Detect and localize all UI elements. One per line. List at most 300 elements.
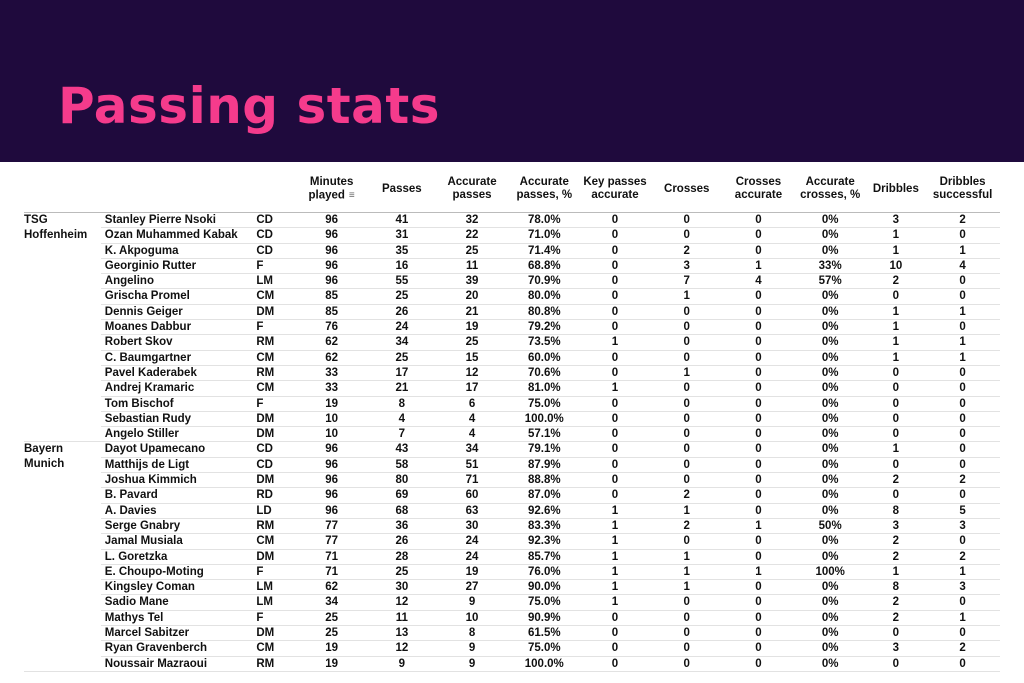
- player-name: Sadio Mane: [101, 595, 253, 610]
- player-name: Stanley Pierre Nsoki: [101, 213, 253, 228]
- column-header-crosses-accurate[interactable]: Crosses accurate: [723, 166, 794, 213]
- stat-cell: 0%: [794, 442, 867, 457]
- stat-cell: 8: [435, 626, 509, 641]
- stat-cell: 96: [295, 488, 369, 503]
- passing-stats-table: [24, 166, 1000, 672]
- player-position: RM: [252, 518, 294, 533]
- player-name: Moanes Dabbur: [101, 320, 253, 335]
- player-position: RM: [252, 335, 294, 350]
- player-name: A. Davies: [101, 503, 253, 518]
- stat-cell: 0: [925, 427, 1000, 442]
- stat-cell: 0%: [794, 228, 867, 243]
- stat-cell: 34: [369, 335, 436, 350]
- stat-cell: 0: [650, 381, 723, 396]
- stat-cell: 1: [723, 518, 794, 533]
- stat-cell: 0: [650, 427, 723, 442]
- player-name: Jamal Musiala: [101, 534, 253, 549]
- stat-cell: 0: [925, 656, 1000, 671]
- table-row: [24, 534, 1000, 549]
- stat-cell: 0: [580, 427, 651, 442]
- player-position: CM: [252, 381, 294, 396]
- stat-cell: 25: [435, 335, 509, 350]
- table-row: [24, 258, 1000, 273]
- player-position: CD: [252, 228, 294, 243]
- player-name: Tom Bischof: [101, 396, 253, 411]
- stat-cell: 92.3%: [509, 534, 580, 549]
- player-position: RM: [252, 656, 294, 671]
- stat-cell: 76: [295, 320, 369, 335]
- stat-cell: 100%: [794, 564, 867, 579]
- stat-cell: 79.2%: [509, 320, 580, 335]
- stat-cell: 55: [369, 274, 436, 289]
- stat-cell: 87.9%: [509, 457, 580, 472]
- stat-cell: 0%: [794, 381, 867, 396]
- stat-cell: 0%: [794, 289, 867, 304]
- stat-cell: 87.0%: [509, 488, 580, 503]
- stat-cell: 57%: [794, 274, 867, 289]
- stat-cell: 68.8%: [509, 258, 580, 273]
- stat-cell: 0%: [794, 534, 867, 549]
- stat-cell: 100.0%: [509, 411, 580, 426]
- stat-cell: 22: [435, 228, 509, 243]
- stat-cell: 78.0%: [509, 213, 580, 228]
- stat-cell: 0%: [794, 396, 867, 411]
- stat-cell: 79.1%: [509, 442, 580, 457]
- stat-cell: 11: [435, 258, 509, 273]
- stat-cell: 0: [650, 610, 723, 625]
- stat-cell: 0%: [794, 549, 867, 564]
- stat-cell: 0: [650, 228, 723, 243]
- stat-cell: 1: [580, 549, 651, 564]
- stat-cell: 1: [580, 595, 651, 610]
- player-position: CD: [252, 442, 294, 457]
- player-position: DM: [252, 427, 294, 442]
- player-position: RD: [252, 488, 294, 503]
- player-name: E. Choupo-Moting: [101, 564, 253, 579]
- player-name: Angelino: [101, 274, 253, 289]
- stat-cell: 0: [580, 320, 651, 335]
- stat-cell: 2: [867, 534, 926, 549]
- stat-cell: 0: [925, 365, 1000, 380]
- stat-cell: 76.0%: [509, 564, 580, 579]
- table-row: [24, 442, 1000, 457]
- stat-cell: 20: [435, 289, 509, 304]
- title-banner: [0, 0, 1024, 162]
- stat-cell: 0%: [794, 365, 867, 380]
- stat-cell: 0: [723, 534, 794, 549]
- table-row: [24, 335, 1000, 350]
- stat-cell: 41: [369, 213, 436, 228]
- stat-cell: 75.0%: [509, 595, 580, 610]
- column-header-accurate-passes-pct[interactable]: Accurate passes, %: [509, 166, 580, 213]
- stat-cell: 0: [650, 626, 723, 641]
- stat-cell: 1: [867, 335, 926, 350]
- stat-cell: 80: [369, 473, 436, 488]
- table-row: [24, 564, 1000, 579]
- column-header-label: Minutes played: [308, 175, 354, 202]
- stat-cell: 3: [867, 213, 926, 228]
- stat-cell: 16: [369, 258, 436, 273]
- column-header-dribbles-successful[interactable]: Dribbles successful: [925, 166, 1000, 213]
- table-row: [24, 656, 1000, 671]
- column-header-dribbles[interactable]: Dribbles: [867, 166, 926, 213]
- table-row: [24, 503, 1000, 518]
- stat-cell: 0%: [794, 488, 867, 503]
- stat-cell: 0: [580, 289, 651, 304]
- table-row: [24, 457, 1000, 472]
- stat-cell: 34: [435, 442, 509, 457]
- stat-cell: 0: [723, 365, 794, 380]
- player-position: DM: [252, 473, 294, 488]
- stat-cell: 0: [723, 350, 794, 365]
- stat-cell: 0: [867, 656, 926, 671]
- stat-cell: 0: [723, 457, 794, 472]
- stat-cell: 0: [580, 304, 651, 319]
- stat-cell: 25: [369, 564, 436, 579]
- stat-cell: 0: [650, 641, 723, 656]
- stat-cell: 63: [435, 503, 509, 518]
- stat-cell: 36: [369, 518, 436, 533]
- player-name: Dayot Upamecano: [101, 442, 253, 457]
- player-name: Matthijs de Ligt: [101, 457, 253, 472]
- player-position: CD: [252, 243, 294, 258]
- table-row: [24, 411, 1000, 426]
- player-name: Robert Skov: [101, 335, 253, 350]
- stat-cell: 0: [723, 381, 794, 396]
- table-row: [24, 243, 1000, 258]
- stat-cell: 2: [867, 595, 926, 610]
- sort-icon[interactable]: ≡: [348, 189, 355, 201]
- stat-cell: 6: [435, 396, 509, 411]
- stat-cell: 0: [867, 457, 926, 472]
- player-name: Grischa Promel: [101, 289, 253, 304]
- stat-cell: 0: [723, 304, 794, 319]
- stat-cell: 1: [580, 503, 651, 518]
- column-header-crosses[interactable]: Crosses: [650, 166, 723, 213]
- stat-cell: 26: [369, 304, 436, 319]
- table-row: [24, 228, 1000, 243]
- stat-cell: 0: [723, 411, 794, 426]
- page-title: Passing stats: [58, 77, 441, 135]
- stat-cell: 33: [295, 381, 369, 396]
- stat-cell: 0: [723, 396, 794, 411]
- stat-cell: 25: [435, 243, 509, 258]
- stat-cell: 3: [650, 258, 723, 273]
- stat-cell: 12: [369, 641, 436, 656]
- stat-cell: 1: [650, 580, 723, 595]
- stat-cell: 4: [369, 411, 436, 426]
- table-row: [24, 549, 1000, 564]
- player-name: Serge Gnabry: [101, 518, 253, 533]
- stat-cell: 1: [925, 610, 1000, 625]
- player-name: Ryan Gravenberch: [101, 641, 253, 656]
- stat-cell: 24: [435, 534, 509, 549]
- stat-cell: 96: [295, 503, 369, 518]
- stat-cell: 80.8%: [509, 304, 580, 319]
- stat-cell: 3: [925, 580, 1000, 595]
- stat-cell: 30: [435, 518, 509, 533]
- stat-cell: 30: [369, 580, 436, 595]
- stat-cell: 0: [925, 595, 1000, 610]
- stat-cell: 0: [580, 274, 651, 289]
- stat-cell: 58: [369, 457, 436, 472]
- stat-cell: 2: [925, 549, 1000, 564]
- stat-cell: 10: [435, 610, 509, 625]
- stat-cell: 0: [580, 365, 651, 380]
- stat-cell: 21: [435, 304, 509, 319]
- stat-cell: 9: [435, 641, 509, 656]
- stat-cell: 17: [369, 365, 436, 380]
- table-row: [24, 350, 1000, 365]
- stat-cell: 1: [723, 258, 794, 273]
- stat-cell: 1: [867, 228, 926, 243]
- stat-cell: 100.0%: [509, 656, 580, 671]
- stat-cell: 0%: [794, 656, 867, 671]
- player-position: F: [252, 564, 294, 579]
- table-row: [24, 473, 1000, 488]
- stat-cell: 28: [369, 549, 436, 564]
- stat-cell: 0: [580, 457, 651, 472]
- player-name: K. Akpoguma: [101, 243, 253, 258]
- column-header-passes[interactable]: Passes: [369, 166, 436, 213]
- table-row: [24, 580, 1000, 595]
- stat-cell: 1: [925, 335, 1000, 350]
- stat-cell: 0: [723, 442, 794, 457]
- stat-cell: 19: [295, 656, 369, 671]
- stat-cell: 0%: [794, 610, 867, 625]
- player-position: CD: [252, 213, 294, 228]
- stat-cell: 1: [867, 442, 926, 457]
- stat-cell: 0: [723, 243, 794, 258]
- stat-cell: 0: [925, 488, 1000, 503]
- stat-cell: 0: [925, 320, 1000, 335]
- stat-cell: 57.1%: [509, 427, 580, 442]
- stat-cell: 62: [295, 335, 369, 350]
- stat-cell: 10: [295, 411, 369, 426]
- stat-cell: 69: [369, 488, 436, 503]
- stat-cell: 33: [295, 365, 369, 380]
- player-position: LM: [252, 580, 294, 595]
- stat-cell: 0: [650, 304, 723, 319]
- stat-cell: 1: [580, 564, 651, 579]
- stat-cell: 60: [435, 488, 509, 503]
- table-row: [24, 289, 1000, 304]
- stat-cell: 8: [867, 503, 926, 518]
- stat-cell: 2: [650, 518, 723, 533]
- stat-cell: 0: [867, 396, 926, 411]
- stat-cell: 0: [580, 396, 651, 411]
- column-header-accurate-crosses-pct[interactable]: Accurate crosses, %: [794, 166, 867, 213]
- stat-cell: 0: [867, 626, 926, 641]
- stat-cell: 0%: [794, 457, 867, 472]
- stat-cell: 8: [369, 396, 436, 411]
- stat-cell: 0: [723, 335, 794, 350]
- stat-cell: 1: [867, 350, 926, 365]
- stat-cell: 7: [369, 427, 436, 442]
- stat-cell: 25: [295, 626, 369, 641]
- table-row: [24, 518, 1000, 533]
- stat-cell: 32: [435, 213, 509, 228]
- stat-cell: 12: [435, 365, 509, 380]
- stat-cell: 10: [295, 427, 369, 442]
- table-header-row: [24, 166, 1000, 213]
- stat-cell: 71: [435, 473, 509, 488]
- stat-cell: 0%: [794, 427, 867, 442]
- stat-cell: 0: [925, 442, 1000, 457]
- table-row: [24, 396, 1000, 411]
- stat-cell: 0: [580, 213, 651, 228]
- stat-cell: 0%: [794, 641, 867, 656]
- stat-cell: 0%: [794, 350, 867, 365]
- stat-cell: 90.9%: [509, 610, 580, 625]
- stat-cell: 0: [723, 595, 794, 610]
- stat-cell: 0: [925, 289, 1000, 304]
- stat-cell: 1: [650, 549, 723, 564]
- stat-cell: 1: [723, 564, 794, 579]
- stat-cell: 2: [925, 473, 1000, 488]
- player-position: CM: [252, 350, 294, 365]
- stat-cell: 62: [295, 580, 369, 595]
- stat-cell: 19: [435, 320, 509, 335]
- stat-cell: 71.0%: [509, 228, 580, 243]
- stat-cell: 1: [925, 243, 1000, 258]
- stat-cell: 0: [723, 626, 794, 641]
- stat-cell: 0%: [794, 411, 867, 426]
- player-column-header: [101, 166, 253, 213]
- column-header-accurate-passes[interactable]: Accurate passes: [435, 166, 509, 213]
- stat-cell: 96: [295, 228, 369, 243]
- player-position: F: [252, 320, 294, 335]
- stat-cell: 0: [580, 350, 651, 365]
- stat-cell: 1: [650, 503, 723, 518]
- stat-cell: 33%: [794, 258, 867, 273]
- player-name: L. Goretzka: [101, 549, 253, 564]
- stat-cell: 1: [867, 304, 926, 319]
- stat-cell: 0: [867, 427, 926, 442]
- player-position: CM: [252, 641, 294, 656]
- stat-cell: 13: [369, 626, 436, 641]
- stat-cell: 96: [295, 243, 369, 258]
- stat-cell: 25: [295, 610, 369, 625]
- stat-cell: 0: [723, 610, 794, 625]
- stat-cell: 0: [723, 641, 794, 656]
- stat-cell: 71: [295, 564, 369, 579]
- stat-cell: 70.9%: [509, 274, 580, 289]
- stat-cell: 19: [295, 641, 369, 656]
- column-header-minutes-played[interactable]: [295, 166, 369, 213]
- stat-cell: 68: [369, 503, 436, 518]
- stat-cell: 3: [867, 518, 926, 533]
- stat-cell: 96: [295, 473, 369, 488]
- stat-cell: 27: [435, 580, 509, 595]
- stat-cell: 39: [435, 274, 509, 289]
- stat-cell: 73.5%: [509, 335, 580, 350]
- stat-cell: 4: [723, 274, 794, 289]
- stat-cell: 2: [925, 641, 1000, 656]
- stat-cell: 0: [580, 473, 651, 488]
- stat-cell: 0: [580, 243, 651, 258]
- player-position: DM: [252, 304, 294, 319]
- stat-cell: 0: [925, 411, 1000, 426]
- stat-cell: 0: [723, 656, 794, 671]
- stat-cell: 0: [650, 320, 723, 335]
- player-name: Pavel Kaderabek: [101, 365, 253, 380]
- stat-cell: 7: [650, 274, 723, 289]
- table-row: [24, 320, 1000, 335]
- stat-cell: 4: [435, 411, 509, 426]
- player-name: Noussair Mazraoui: [101, 656, 253, 671]
- stat-cell: 25: [369, 289, 436, 304]
- stat-cell: 0: [580, 488, 651, 503]
- player-name: Dennis Geiger: [101, 304, 253, 319]
- player-name: Joshua Kimmich: [101, 473, 253, 488]
- player-name: Marcel Sabitzer: [101, 626, 253, 641]
- stat-cell: 24: [435, 549, 509, 564]
- stat-cell: 9: [435, 656, 509, 671]
- stat-cell: 2: [867, 274, 926, 289]
- stat-cell: 77: [295, 534, 369, 549]
- stat-cell: 0: [925, 381, 1000, 396]
- player-name: B. Pavard: [101, 488, 253, 503]
- stat-cell: 4: [925, 258, 1000, 273]
- stat-cell: 1: [580, 534, 651, 549]
- stat-cell: 71: [295, 549, 369, 564]
- team-name: Bayern Munich: [24, 442, 101, 671]
- stat-cell: 0: [650, 442, 723, 457]
- player-name: Andrej Kramaric: [101, 381, 253, 396]
- stat-cell: 0%: [794, 626, 867, 641]
- player-position: DM: [252, 626, 294, 641]
- stat-cell: 0: [723, 289, 794, 304]
- stat-cell: 85.7%: [509, 549, 580, 564]
- table-row: [24, 365, 1000, 380]
- table-body: [24, 213, 1000, 672]
- table-row: [24, 304, 1000, 319]
- team-name: TSG Hoffenheim: [24, 213, 101, 442]
- stat-cell: 3: [867, 641, 926, 656]
- stat-cell: 0: [723, 228, 794, 243]
- stat-cell: 0: [650, 457, 723, 472]
- stat-cell: 0%: [794, 243, 867, 258]
- table-row: [24, 427, 1000, 442]
- stat-cell: 9: [369, 656, 436, 671]
- stat-cell: 85: [295, 289, 369, 304]
- table-row: [24, 274, 1000, 289]
- stats-table-container: [24, 166, 1000, 672]
- stat-cell: 1: [580, 381, 651, 396]
- stat-cell: 4: [435, 427, 509, 442]
- stat-cell: 0: [925, 534, 1000, 549]
- stat-cell: 83.3%: [509, 518, 580, 533]
- stat-cell: 0: [580, 228, 651, 243]
- stat-cell: 0: [723, 549, 794, 564]
- stat-cell: 21: [369, 381, 436, 396]
- player-name: Sebastian Rudy: [101, 411, 253, 426]
- stat-cell: 0%: [794, 503, 867, 518]
- stat-cell: 0: [580, 641, 651, 656]
- stat-cell: 43: [369, 442, 436, 457]
- stat-cell: 0: [925, 396, 1000, 411]
- column-header-key-passes-accurate[interactable]: Key passes accurate: [580, 166, 651, 213]
- stat-cell: 77: [295, 518, 369, 533]
- stat-cell: 96: [295, 457, 369, 472]
- stat-cell: 92.6%: [509, 503, 580, 518]
- stat-cell: 0%: [794, 320, 867, 335]
- stat-cell: 0: [723, 503, 794, 518]
- stat-cell: 1: [867, 564, 926, 579]
- stat-cell: 24: [369, 320, 436, 335]
- table-row: [24, 595, 1000, 610]
